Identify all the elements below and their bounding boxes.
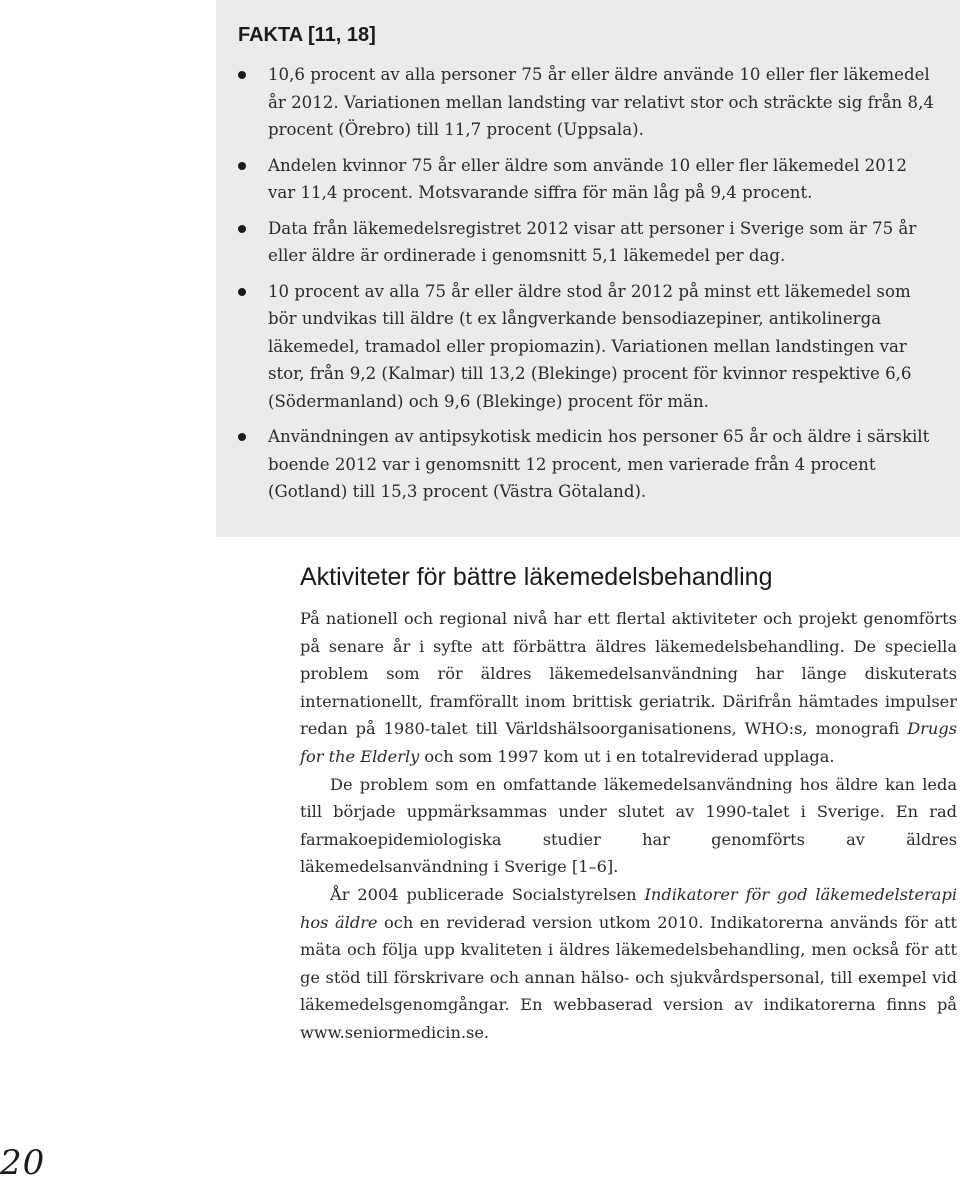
paragraph-2: De problem som en omfattande läkemedelsanvändning hos äldre kan leda till började uppmärksammas under slutet av 1990-talet i Sverige. En rad farmakoepidemiologiska studier har genomförts av äldres läkemedelsanvändning i Sverige [1–6].: [300, 774, 957, 877]
fakta-title: FAKTA [11, 18]: [238, 24, 376, 46]
list-item: [238, 278, 938, 416]
fakta-list: [238, 61, 938, 514]
body-text: [300, 605, 957, 1047]
list-item: [238, 61, 938, 144]
section-heading: Aktiviteter för bättre läkemedelsbehandling: [300, 563, 773, 591]
paragraph-1: [300, 605, 957, 771]
bullet-icon: [238, 71, 246, 79]
list-item-text: 10,6 procent av alla personer 75 år eller äldre använde 10 eller fler läkemedel år 2012. Variationen mellan landsting var relativt stor och sträckte sig från 8,4 procent (Örebro) till 11,7 procent (Uppsala).: [268, 65, 934, 139]
list-item-text: Användningen av antipsykotisk medicin hos personer 65 år och äldre i särskilt boende 2012 var i genomsnitt 12 procent, men varierade från 4 procent (Gotland) till 15,3 procent (Västra Götaland).: [268, 427, 930, 501]
list-item-text: Data från läkemedelsregistret 2012 visar att personer i Sverige som är 75 år eller äldre är ordinerade i genomsnitt 5,1 läkemedel per dag.: [268, 218, 917, 265]
bullet-icon: [238, 162, 246, 170]
page-number: 20: [0, 1143, 46, 1183]
list-item-text: Andelen kvinnor 75 år eller äldre som använde 10 eller fler läkemedel 2012 var 11,4 procent. Motsvarande siffra för män låg på 9,4 procent.: [268, 155, 907, 202]
list-item: [238, 423, 938, 506]
paragraph-3: [300, 881, 957, 1047]
paragraph-1-text-b: och som 1997 kom ut i en totalreviderad upplaga.: [419, 746, 835, 766]
list-item-text: 10 procent av alla 75 år eller äldre stod år 2012 på minst ett läkemedel som bör undvikas till äldre (t ex långverkande bensodiazepiner, antikolinerga läkemedel, tramadol eller propiomazin). Variationen mellan landstingen var stor, från 9,2 (Kalmar) till 13,2 (Blekinge) procent för kvinnor respektive 6,6 (Södermanland) och 9,6 (Blekinge) procent för män.: [268, 281, 912, 411]
list-item: [238, 152, 938, 207]
bullet-icon: [238, 433, 246, 441]
paragraph-1-italic-title: Drugs for the Elderly: [300, 719, 957, 766]
paragraph-3-italic-title: Indikatorer för god läkemedelsterapi hos äldre: [300, 884, 958, 932]
list-item: [238, 215, 938, 270]
bullet-icon: [238, 288, 246, 296]
paragraph-3-text-a: År 2004 publicerade Socialstyrelsen: [330, 884, 645, 904]
bullet-icon: [238, 225, 246, 233]
paragraph-3-text-b: och en reviderad version utkom 2010. Indikatorerna används för att mäta och följa upp kvaliteten i äldres läkemedelsbehandling, men också för att ge stöd till förskrivare och annan hälso- och sjukvårdspersonal, till exempel vid läkemedelsgenomgångar. En webbaserad version av indikatorerna finns på www.seniormedicin.se.: [300, 912, 957, 1042]
paragraph-1-text-a: På nationell och regional nivå har ett flertal aktiviteter och projekt genomförts på senare år i syfte att förbättra äldres läkemedelsbehandling. De speciella problem som rör äldres läkemedelsanvändning har länge diskuterats internationellt, framförallt inom brittisk geriatrik. Därifrån hämtades impulser redan på 1980-talet till Världshälsoorganisationens, WHO:s, monografi: [300, 609, 957, 739]
